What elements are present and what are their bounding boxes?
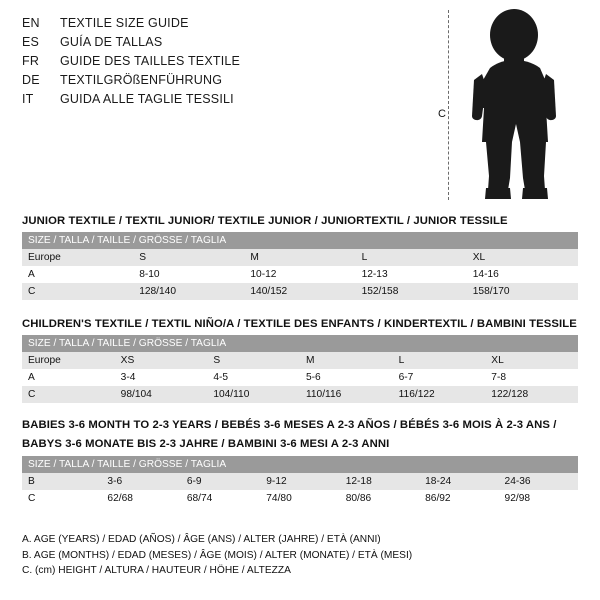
section-junior [22,215,578,300]
footnote-c: C. (cm) HEIGHT / ALTURA / HAUTEUR / HÖHE / ALTEZZA [22,565,291,576]
row-label: C [22,490,101,507]
cell: 7-8 [485,369,578,386]
table-row [22,386,578,403]
cell: L [356,249,467,266]
cell: 140/152 [244,283,355,300]
cell: XS [115,352,208,369]
table-row [22,283,578,300]
cell: 24-36 [499,473,578,490]
cell: 128/140 [133,283,244,300]
cell: 12-13 [356,266,467,283]
section-title-line1: BABIES 3-6 MONTH TO 2-3 YEARS / BEBÉS 3-6 MESES A 2-3 AÑOS / BÉBÉS 3-6 MOIS À 2-3 ANS / [22,419,557,431]
language-row [22,33,452,52]
table-row [22,369,578,386]
children-size-table [22,335,578,403]
table-header-label: SIZE / TALLA / TAILLE / GRÖSSE / TAGLIA [22,232,578,249]
table-row [22,473,578,490]
cell: 12-18 [340,473,419,490]
row-label: A [22,266,133,283]
language-row [22,14,452,33]
cell: L [393,352,486,369]
table-header-row [22,456,578,473]
cell: 18-24 [419,473,498,490]
language-code: ES [22,35,40,49]
cell: 4-5 [207,369,300,386]
cell: XL [485,352,578,369]
table-row [22,490,578,507]
footnote-b: B. AGE (MONTHS) / EDAD (MESES) / ÂGE (MOIS) / ALTER (MONATE) / ETÀ (MESI) [22,549,413,561]
language-code: IT [22,92,34,106]
row-label: C [22,283,133,300]
babies-size-table [22,456,578,507]
section-children [22,318,578,403]
height-measure-label: C [438,108,446,120]
table-header-row [22,232,578,249]
cell: 68/74 [181,490,260,507]
table-row [22,249,578,266]
cell: 80/86 [340,490,419,507]
cell: 122/128 [485,386,578,403]
cell: 98/104 [115,386,208,403]
cell: 86/92 [419,490,498,507]
cell: 14-16 [467,266,578,283]
cell: XL [467,249,578,266]
language-code: FR [22,54,40,68]
cell: 10-12 [244,266,355,283]
cell: S [207,352,300,369]
table-header-label: SIZE / TALLA / TAILLE / GRÖSSE / TAGLIA [22,456,578,473]
section-title: CHILDREN'S TEXTILE / TEXTIL NIÑO/A / TEXTILE DES ENFANTS / KINDERTEXTIL / BAMBINI TESSILE [22,318,577,330]
footnote-a: A. AGE (YEARS) / EDAD (AÑOS) / ÂGE (ANS) / ALTER (JAHRE) / ETÀ (ANNI) [22,534,381,545]
cell: 62/68 [101,490,180,507]
cell: 5-6 [300,369,393,386]
cell: S [133,249,244,266]
row-label: Europe [22,352,115,369]
cell: 3-6 [101,473,180,490]
language-row [22,52,452,71]
language-title: TEXTILGRÖßENFÜHRUNG [60,73,223,87]
cell: M [300,352,393,369]
cell: 74/80 [260,490,339,507]
cell: 8-10 [133,266,244,283]
language-row [22,71,452,90]
language-row [22,90,452,109]
section-title-line2: BABYS 3-6 MONATE BIS 2-3 JAHRE / BAMBINI 3-6 MESI A 2-3 ANNI [22,438,390,450]
junior-size-table [22,232,578,300]
section-babies [22,418,578,507]
cell: 3-4 [115,369,208,386]
footnotes [22,532,578,579]
cell: M [244,249,355,266]
cell: 158/170 [467,283,578,300]
cell: 152/158 [356,283,467,300]
row-label: A [22,369,115,386]
language-header [22,14,452,109]
language-title: GUÍA DE TALLAS [60,35,163,49]
row-label: C [22,386,115,403]
row-label: B [22,473,101,490]
cell: 116/122 [393,386,486,403]
row-label: Europe [22,249,133,266]
table-row [22,266,578,283]
cell: 6-9 [181,473,260,490]
table-header-label: SIZE / TALLA / TAILLE / GRÖSSE / TAGLIA [22,335,578,352]
height-dashed-line [448,10,449,200]
cell: 104/110 [207,386,300,403]
language-code: EN [22,16,40,30]
height-measure-figure [436,8,576,203]
cell: 110/116 [300,386,393,403]
language-title: TEXTILE SIZE GUIDE [60,16,189,30]
cell: 6-7 [393,369,486,386]
language-title: GUIDE DES TAILLES TEXTILE [60,54,241,68]
table-row [22,352,578,369]
table-header-row [22,335,578,352]
section-title: JUNIOR TEXTILE / TEXTIL JUNIOR/ TEXTILE JUNIOR / JUNIORTEXTIL / JUNIOR TESSILE [22,215,508,227]
language-code: DE [22,73,40,87]
cell: 92/98 [499,490,578,507]
language-title: GUIDA ALLE TAGLIE TESSILI [60,92,234,106]
child-silhouette-icon [462,8,572,203]
cell: 9-12 [260,473,339,490]
